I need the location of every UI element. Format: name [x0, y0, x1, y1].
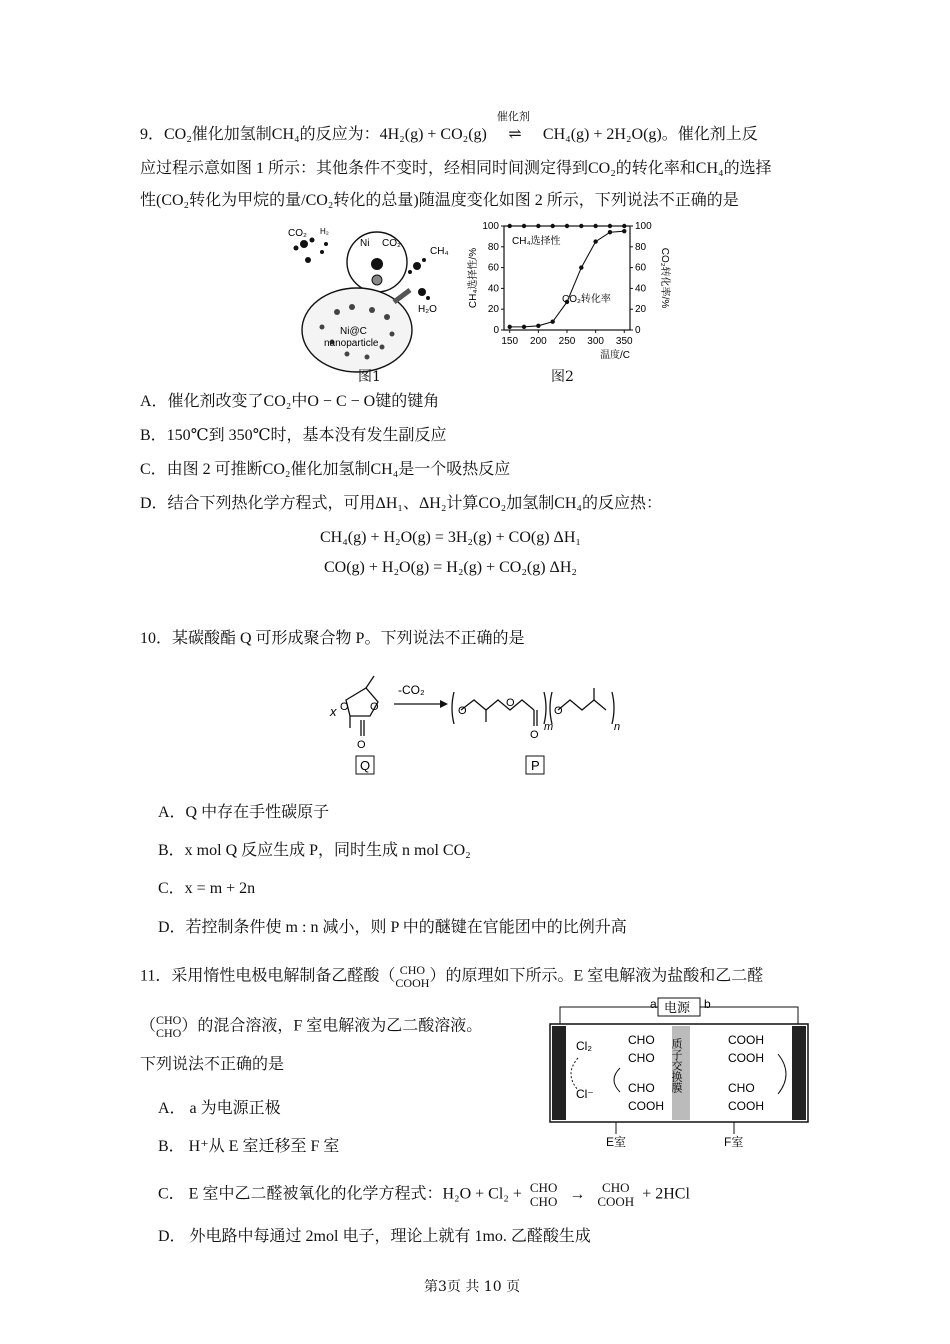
svg-text:O: O: [554, 705, 563, 717]
figure2-caption: 图2: [551, 369, 574, 385]
series-point-1: [536, 324, 540, 328]
glyoxylic-product: CHO COOH: [597, 1180, 635, 1209]
series-point-0: [536, 224, 540, 228]
q9-equation-1: CH₄(g) + H₂O(g) = 3H₂(g) + CO(g) ΔH₁: [320, 529, 581, 546]
q11-stem-line2: （CHO CHO）的混合溶液，F 室电解液为乙二酸溶液。: [140, 1013, 483, 1040]
figure1-caption: 图1: [358, 369, 381, 385]
series-point-0: [522, 224, 526, 228]
svg-text:P: P: [531, 758, 540, 773]
svg-text:H₂: H₂: [320, 227, 329, 236]
right-tick-label: 20: [635, 304, 647, 316]
svg-text:E室: E室: [606, 1135, 627, 1149]
svg-text:Q: Q: [360, 758, 371, 773]
q10-stem: 10．某碳酸酯 Q 可形成聚合物 P。下列说法不正确的是: [140, 630, 525, 647]
glyoxal-reactant: CHO CHO: [529, 1180, 558, 1209]
series-point-0: [550, 224, 554, 228]
x-tick-label: 350: [615, 336, 633, 347]
series-point-1: [550, 319, 554, 323]
q11-option-a: A． a 为电源正极: [158, 1100, 281, 1117]
x-tick-label: 300: [587, 336, 604, 347]
svg-text:CH₄: CH₄: [430, 246, 449, 257]
q9-equation-2: CO(g) + H₂O(g) = H₂(g) + CO₂(g) ΔH₂: [324, 559, 577, 576]
series-point-0: [579, 224, 583, 228]
svg-text:CHO: CHO: [628, 1033, 655, 1047]
x-tick-label: 200: [530, 336, 547, 347]
svg-text:O: O: [458, 705, 467, 717]
left-tick-label: 40: [487, 283, 499, 295]
q10-option-c: C．x = m + 2n: [158, 880, 256, 897]
glyoxal-formula: CHO CHO: [156, 1013, 182, 1040]
q9-figure2-chart: [462, 218, 672, 368]
series-point-1: [508, 325, 512, 329]
svg-text:CHO: CHO: [628, 1051, 655, 1065]
series-label-ch4: CH₄选择性: [512, 236, 561, 247]
right-tick-label: 60: [635, 262, 647, 274]
series-point-0: [608, 224, 612, 228]
svg-text:H₂O: H₂O: [418, 304, 437, 315]
svg-text:a: a: [650, 997, 657, 1011]
svg-text:CO₂: CO₂: [288, 228, 307, 239]
electrode-right: [792, 1026, 806, 1120]
svg-text:x: x: [330, 704, 337, 719]
series-point-1: [522, 325, 526, 329]
q9-figure1: [282, 222, 462, 382]
q9-option-d: D．结合下列热化学方程式，可用ΔH₁、ΔH₂计算CO₂加氢制CH₄的反应热：: [140, 495, 663, 512]
q10-reaction-scheme: [326, 670, 636, 780]
svg-text:CO₂: CO₂: [382, 238, 401, 249]
q10-option-d: D．若控制条件使 m : n 减小，则 P 中的醚键在官能团中的比例升高: [158, 919, 627, 936]
series-label-co2: CO₂转化率: [562, 294, 611, 305]
right-tick-label: 80: [635, 241, 647, 253]
svg-text:Ni@C: Ni@C: [340, 326, 367, 337]
glyoxylic-acid-formula: CHO COOH: [395, 963, 430, 990]
svg-text:b: b: [704, 997, 711, 1011]
svg-text:CHO: CHO: [628, 1081, 655, 1095]
left-tick-label: 100: [482, 221, 499, 232]
left-tick-label: 60: [487, 262, 499, 274]
svg-text:O: O: [357, 739, 366, 751]
series-point-0: [593, 224, 597, 228]
electrode-left: [552, 1026, 566, 1120]
q10-option-a: A．Q 中存在手性碳原子: [158, 804, 330, 821]
q9-option-a: A．催化剂改变了CO₂中O − C − O键的键角: [140, 393, 440, 410]
right-tick-label: 40: [635, 283, 647, 295]
svg-text:O: O: [530, 729, 539, 741]
left-axis-label: CH₄选择性/%: [468, 247, 479, 309]
q11-option-b: B． H⁺从 E 室迁移至 F 室: [158, 1138, 340, 1155]
series-point-0: [622, 224, 626, 228]
svg-text:n: n: [614, 721, 621, 733]
q9-option-b: B．150℃到 350℃时，基本没有发生副反应: [140, 427, 447, 444]
series-point-0: [508, 224, 512, 228]
svg-text:nanoparticle: nanoparticle: [324, 338, 379, 349]
q11-stem-line3: 下列说法不正确的是: [140, 1056, 285, 1073]
q11-option-c: C． E 室中乙二醛被氧化的化学方程式：H₂O + Cl₂ + CHO CHO → CHO COOH + 2HCl: [158, 1180, 690, 1209]
svg-text:COOH: COOH: [728, 1099, 764, 1113]
right-tick-label: 100: [635, 221, 652, 232]
svg-text:F室: F室: [724, 1135, 744, 1149]
left-tick-label: 20: [487, 304, 499, 316]
page-footer: 第3页 共 10 页: [424, 1279, 521, 1295]
series-point-1: [579, 265, 583, 269]
q11-stem-line1: 11．采用惰性电极电解制备乙醛酸（ CHO COOH）的原理如下所示。E 室电解液为盐酸和乙二醛: [140, 963, 764, 990]
q9-stem-line1: 9．CO₂催化加氢制CH₄的反应为：4H₂(g) + CO₂(g) 催化剂 ⇌ CH₄(g) + 2H₂O(g)。催化剂上反: [140, 124, 758, 146]
svg-text:COOH: COOH: [728, 1033, 764, 1047]
q9-option-c: C．由图 2 可推断CO₂催化加氢制CH₄是一个吸热反应: [140, 461, 511, 478]
polymer-p-structure: [452, 688, 614, 726]
svg-text:Ni: Ni: [360, 238, 370, 249]
left-tick-label: 80: [487, 241, 499, 253]
series-point-0: [565, 224, 569, 228]
x-tick-label: 250: [558, 336, 576, 347]
q11-electrolysis-diagram: [546, 994, 816, 1150]
left-tick-label: 0: [493, 325, 499, 336]
series-point-1: [608, 230, 612, 234]
svg-text:COOH: COOH: [728, 1051, 764, 1065]
svg-text:O: O: [370, 701, 379, 713]
svg-text:CHO: CHO: [728, 1081, 755, 1095]
svg-text:Cl₂: Cl₂: [576, 1039, 592, 1053]
svg-text:电源: 电源: [664, 1000, 691, 1015]
svg-text:O: O: [506, 697, 515, 709]
svg-text:O: O: [340, 701, 349, 713]
right-axis-label: CO₂转化率/%: [659, 247, 670, 309]
series-point-1: [622, 229, 626, 233]
x-tick-label: 150: [501, 336, 519, 347]
svg-text:-CO₂: -CO₂: [398, 683, 425, 697]
right-tick-label: 0: [635, 325, 641, 336]
svg-text:m: m: [544, 721, 554, 733]
q9-stem-line2: 应过程示意如图 1 所示：其他条件不变时，经相同时间测定得到CO₂的转化率和CH₄的选择: [140, 160, 772, 177]
q10-option-b: B．x mol Q 反应生成 P，同时生成 n mol CO₂: [158, 842, 471, 859]
svg-text:质子交换膜: 质子交换膜: [670, 1038, 682, 1093]
x-axis-label: 温度/C: [600, 350, 630, 361]
svg-text:COOH: COOH: [628, 1099, 664, 1113]
svg-text:Cl⁻: Cl⁻: [576, 1087, 594, 1101]
equilibrium-arrow: 催化剂 ⇌: [496, 111, 530, 143]
q9-stem-line3: 性(CO₂转化为甲烷的量/CO₂转化的总量)随温度变化如图 2 所示，下列说法不正确的是: [140, 192, 739, 209]
series-point-1: [593, 239, 597, 243]
q11-option-d: D． 外电路中每通过 2mol 电子，理论上就有 1mo. 乙醛酸生成: [158, 1228, 591, 1245]
